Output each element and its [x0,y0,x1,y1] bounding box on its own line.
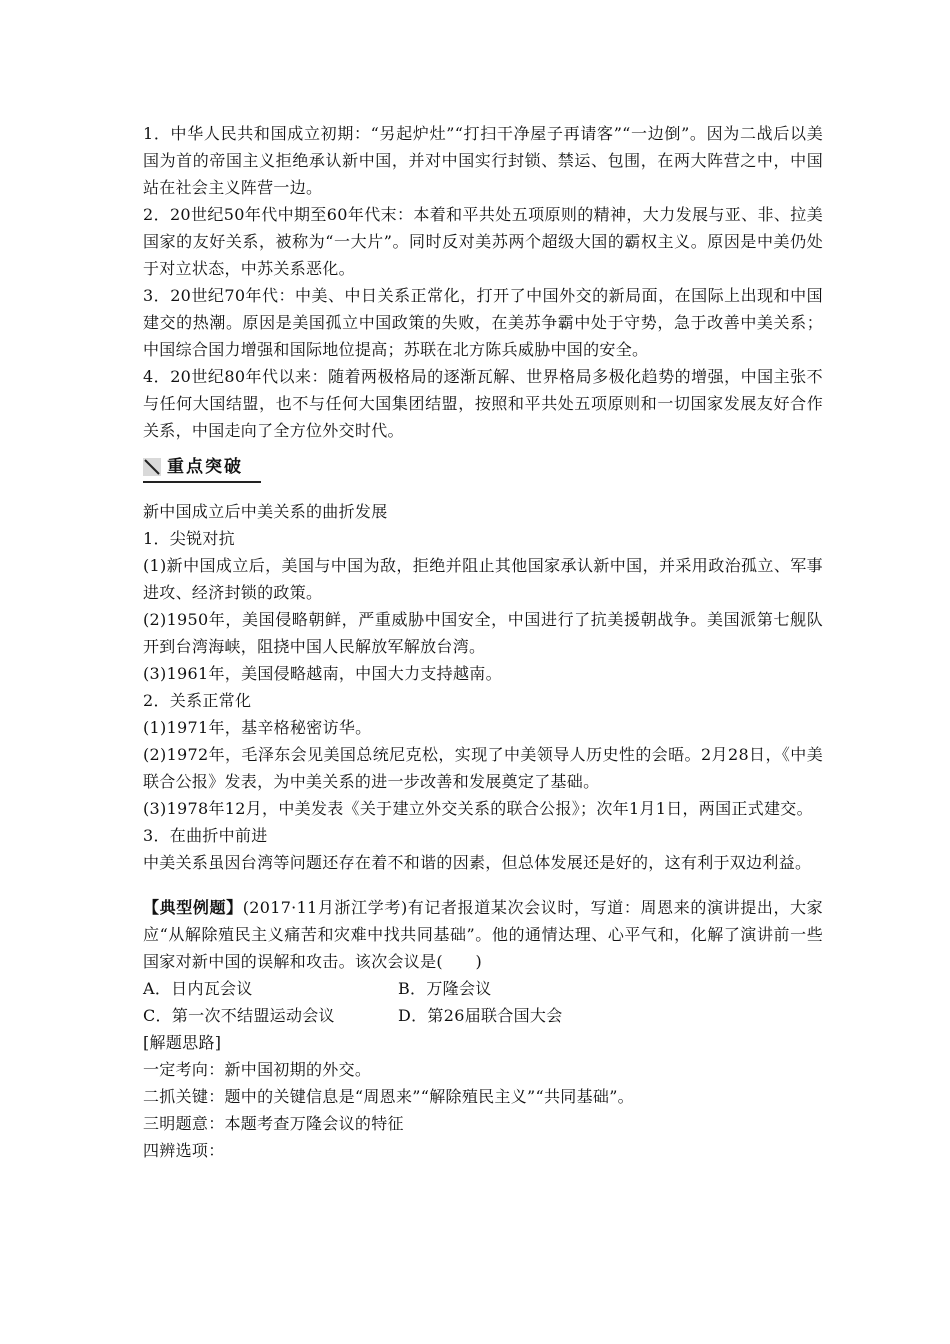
diagonal-marker-icon [143,458,161,476]
answer-options [143,975,823,1029]
analysis-step: 二抓关键：题中的关键信息是“周恩来”“解除殖民主义”“共同基础”。 [143,1087,634,1106]
analysis-step: 四辨选项： [143,1141,225,1160]
topic-line: 3．在曲折中前进 [143,826,268,845]
topic-line: (1)新中国成立后，美国与中国为敌，拒绝并阻止其他国家承认新中国，并采用政治孤立、军事进攻、经济封锁的政策。 [143,556,823,602]
example-section [143,894,823,1164]
overview-item-4: 4．20世纪80年代以来：随着两极格局的逐渐瓦解、世界格局多极化趋势的增强，中国主张不与任何大国结盟，也不与任何大国集团结盟，按照和平共处五项原则和一切国家发展友好合作关系，中国走向了全方位外交时代。 [143,367,823,440]
option-c: C．第一次不结盟运动会议 [143,1006,335,1025]
topic-line: (3)1978年12月，中美发表《关于建立外交关系的联合公报》；次年1月1日，两国正式建交。 [143,799,813,818]
topic-line: 2．关系正常化 [143,691,252,710]
topic-title: 新中国成立后中美关系的曲折发展 [143,502,388,521]
section-heading [143,452,263,484]
overview-item-2: 2．20世纪50年代中期至60年代末：本着和平共处五项原则的精神，大力发展与亚、非、拉美国家的友好关系，被称为“一大片”。同时反对美苏两个超级大国的霸权主义。原因是中美仍处于对立状态，中苏关系恶化。 [143,205,823,278]
topic-line: (2)1950年，美国侵略朝鲜，严重威胁中国安全，中国进行了抗美援朝战争。美国派第七舰队开到台湾海峡，阻挠中国人民解放军解放台湾。 [143,610,823,656]
topic-line: 1．尖锐对抗 [143,529,235,548]
example-question [143,894,823,975]
overview-section [143,120,823,444]
topic-line: 中美关系虽因台湾等问题还存在着不和谐的因素，但总体发展还是好的，这有利于双边利益。 [143,853,812,872]
analysis-step: 一定考向：新中国初期的外交。 [143,1060,372,1079]
spacer [143,876,823,894]
option-d: D．第26届联合国大会 [398,1006,563,1025]
section-heading-label: 重点突破 [167,457,243,477]
topic-line: (1)1971年，基辛格秘密访华。 [143,718,372,737]
analysis-heading: [解题思路] [143,1033,222,1052]
example-stem: (2017·11月浙江学考)有记者报道某次会议时，写道：周恩来的演讲提出，大家应“从解除殖民主义痛苦和灾难中找共同基础”。他的通情达理、心平气和，化解了演讲前一些国家对新中国的误解和攻击。该次会议是( ) [143,898,823,971]
topic-line: (3)1961年，美国侵略越南，中国大力支持越南。 [143,664,502,683]
document-content [143,120,823,1164]
topic-line: (2)1972年，毛泽东会见美国总统尼克松，实现了中美领导人历史性的会晤。2月28日，《中美联合公报》发表，为中美关系的进一步改善和发展奠定了基础。 [143,745,823,791]
overview-item-1: 1．中华人民共和国成立初期：“另起炉灶”“打扫干净屋子再请客”“一边倒”。因为二战后以美国为首的帝国主义拒绝承认新中国，并对中国实行封锁、禁运、包围，在两大阵营之中，中国站在社会主义阵营一边。 [143,124,823,197]
topic-section [143,498,823,876]
option-a: A．日内瓦会议 [143,979,253,998]
option-b: B．万隆会议 [398,979,492,998]
overview-item-3: 3．20世纪70年代：中美、中日关系正常化，打开了中国外交的新局面，在国际上出现和中国建交的热潮。原因是美国孤立中国政策的失败，在美苏争霸中处于守势，急于改善中美关系；中国综合国力增强和国际地位提高；苏联在北方陈兵威胁中国的安全。 [143,286,823,359]
example-tag: 【典型例题】 [143,898,243,917]
section-heading-underline [143,481,261,483]
analysis-step: 三明题意：本题考查万隆会议的特征 [143,1114,404,1133]
